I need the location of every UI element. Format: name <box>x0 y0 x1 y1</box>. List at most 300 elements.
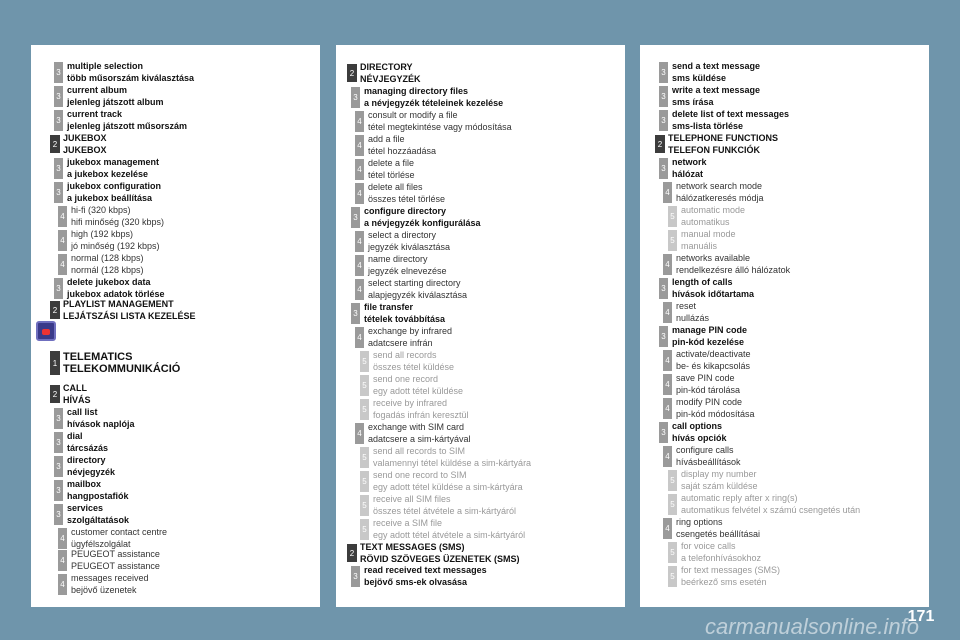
menu-entry <box>54 430 108 454</box>
menu-entry-texts <box>67 406 135 430</box>
level-badge: 4 <box>355 255 364 276</box>
level-badge: 2 <box>347 544 357 562</box>
menu-entry-english: CALL <box>63 383 87 393</box>
menu-entry <box>360 517 525 541</box>
level-badge: 4 <box>58 230 67 251</box>
level-badge: 2 <box>50 135 60 153</box>
menu-entry-english: jukebox configuration <box>67 181 162 191</box>
level-badge: 1 <box>50 351 60 375</box>
menu-entry <box>347 61 421 85</box>
menu-entry-hungarian: összes tétel törlése <box>368 194 446 204</box>
menu-entry-english: read received text messages <box>364 565 487 575</box>
menu-entry-hungarian: a telefonhívásokhoz <box>681 553 762 563</box>
level-badge: 3 <box>54 480 63 501</box>
menu-entry-texts <box>373 493 516 517</box>
menu-entry-english: hi-fi (320 kbps) <box>71 205 131 215</box>
menu-entry <box>663 444 741 468</box>
menu-entry-english: managing directory files <box>364 86 469 96</box>
menu-entry-texts <box>67 478 129 502</box>
menu-entry-texts <box>676 396 755 420</box>
menu-entry-texts <box>364 205 481 229</box>
menu-entry-english: PLAYLIST MANAGEMENT <box>63 299 174 309</box>
menu-entry-hungarian: sms írása <box>672 97 714 107</box>
menu-entry-texts <box>681 540 761 564</box>
menu-entry-hungarian: nullázás <box>676 313 710 323</box>
menu-entry-hungarian: több műsorszám kiválasztása <box>67 73 195 83</box>
level-badge: 4 <box>355 159 364 180</box>
menu-entry-hungarian: rendelkezésre álló hálózatok <box>676 265 791 275</box>
menu-entry-texts <box>676 252 790 276</box>
menu-entry-english: save PIN code <box>676 373 735 383</box>
level-badge: 4 <box>663 254 672 275</box>
menu-entry-english: reset <box>676 301 697 311</box>
menu-entry <box>355 277 467 301</box>
menu-entry-hungarian: hívások naplója <box>67 419 135 429</box>
menu-entry-english: dial <box>67 431 83 441</box>
menu-entry <box>50 351 180 375</box>
menu-entry <box>659 60 760 84</box>
menu-entry-hungarian: jegyzék elnevezése <box>368 266 447 276</box>
menu-entry-english: write a text message <box>672 85 761 95</box>
level-badge: 4 <box>58 574 67 595</box>
menu-entry-hungarian: pin-kód tárolása <box>676 385 741 395</box>
menu-entry-texts <box>67 502 129 526</box>
menu-entry-hungarian: egy adott tétel küldése a sim-kártyára <box>373 482 523 492</box>
menu-entry <box>351 205 481 229</box>
menu-entry-hungarian: hívások időtartama <box>672 289 755 299</box>
menu-entry <box>54 60 194 84</box>
level-badge: 3 <box>351 87 360 108</box>
menu-entry <box>58 228 160 252</box>
level-badge: 4 <box>355 327 364 348</box>
menu-entry <box>668 492 860 516</box>
menu-entry-english: high (192 kbps) <box>71 229 134 239</box>
menu-entry-texts <box>672 84 760 108</box>
menu-entry-texts <box>676 516 760 540</box>
menu-entry-hungarian: bejövő üzenetek <box>71 585 137 595</box>
level-badge: 3 <box>659 86 668 107</box>
menu-entry-english: messages received <box>71 573 149 583</box>
level-badge: 3 <box>659 326 668 347</box>
level-badge: 4 <box>663 374 672 395</box>
level-badge: 3 <box>54 504 63 525</box>
level-badge: 3 <box>659 110 668 131</box>
level-badge: 4 <box>355 423 364 444</box>
menu-entry-hungarian: a névjegyzék tételeinek kezelése <box>364 98 504 108</box>
menu-entry-english: networks available <box>676 253 751 263</box>
menu-entry-english: modify PIN code <box>676 397 743 407</box>
menu-entry <box>360 445 531 469</box>
menu-entry-hungarian: tárcsázás <box>67 443 109 453</box>
menu-entry-english: automatic mode <box>681 205 746 215</box>
menu-entry-texts <box>67 276 165 300</box>
menu-entry-english: exchange by infrared <box>368 326 453 336</box>
menu-entry-hungarian: alapjegyzék kiválasztása <box>368 290 468 300</box>
menu-entry-hungarian: pin-kód kezelése <box>672 337 745 347</box>
watermark: carmanualsonline.info <box>705 614 920 639</box>
menu-entry <box>50 382 91 406</box>
menu-entry <box>58 204 164 228</box>
menu-entry-hungarian: a jukebox beállítása <box>67 193 153 203</box>
menu-entry <box>54 502 129 526</box>
menu-entry-texts <box>672 60 760 84</box>
menu-entry-hungarian: RÖVID SZÖVEGES ÜZENETEK (SMS) <box>360 554 520 564</box>
menu-entry-english: select a directory <box>368 230 437 240</box>
menu-entry-hungarian: a névjegyzék konfigurálása <box>364 218 481 228</box>
menu-entry-hungarian: hálózat <box>672 169 704 179</box>
menu-entry-english: services <box>67 503 104 513</box>
menu-entry-texts <box>71 548 160 572</box>
menu-entry-hungarian: HÍVÁS <box>63 395 91 405</box>
menu-entry-texts <box>373 517 525 541</box>
menu-entry-english: display my number <box>681 469 757 479</box>
menu-entry-hungarian: hívás opciók <box>672 433 727 443</box>
menu-entry-hungarian: bejövő sms-ek olvasása <box>364 577 468 587</box>
menu-entry <box>355 181 445 205</box>
level-badge: 4 <box>355 135 364 156</box>
menu-entry-english: send one record <box>373 374 439 384</box>
menu-entry <box>659 156 707 180</box>
menu-entry <box>54 156 159 180</box>
menu-entry-hungarian: sms-lista törlése <box>672 121 744 131</box>
menu-entry-hungarian: tétel törlése <box>368 170 415 180</box>
menu-entry <box>54 406 135 430</box>
menu-entry-texts <box>67 60 194 84</box>
menu-entry <box>355 325 452 349</box>
menu-entry-english: configure calls <box>676 445 734 455</box>
menu-entry-texts <box>63 351 180 375</box>
menu-entry <box>668 204 745 228</box>
menu-entry-hungarian: TELEFON FUNKCIÓK <box>668 145 760 155</box>
menu-entry-english: call options <box>672 421 723 431</box>
menu-entry-texts <box>373 397 469 421</box>
menu-entry <box>355 133 436 157</box>
menu-entry <box>659 108 789 132</box>
menu-entry-english: activate/deactivate <box>676 349 751 359</box>
menu-entry-english: JUKEBOX <box>63 133 107 143</box>
menu-entry-hungarian: sms küldése <box>672 73 727 83</box>
level-badge: 3 <box>54 408 63 429</box>
level-badge: 4 <box>663 350 672 371</box>
level-badge: 4 <box>663 398 672 419</box>
level-badge: 3 <box>54 86 63 107</box>
menu-entry-hungarian: manuális <box>681 241 718 251</box>
menu-entry-texts <box>373 445 531 469</box>
menu-entry-hungarian: jegyzék kiválasztása <box>368 242 451 252</box>
menu-entry-texts <box>681 468 758 492</box>
level-badge: 3 <box>351 207 360 228</box>
menu-entry <box>355 421 471 445</box>
menu-entry-texts <box>676 444 741 468</box>
menu-entry-hungarian: saját szám küldése <box>681 481 758 491</box>
menu-entry <box>663 252 790 276</box>
menu-entry-texts <box>364 301 445 325</box>
menu-entry-texts <box>368 109 512 133</box>
menu-entry-english: current track <box>67 109 123 119</box>
level-badge: 4 <box>663 446 672 467</box>
level-badge: 5 <box>668 470 677 491</box>
level-badge: 5 <box>668 494 677 515</box>
level-badge: 5 <box>360 471 369 492</box>
level-badge: 3 <box>54 278 63 299</box>
menu-entry <box>663 348 751 372</box>
menu-entry-hungarian: pin-kód módosítása <box>676 409 755 419</box>
menu-entry-hungarian: PEUGEOT assistance <box>71 561 160 571</box>
menu-entry-texts <box>71 252 144 276</box>
menu-entry-texts <box>368 229 450 253</box>
menu-entry-texts <box>668 132 778 156</box>
menu-entry <box>355 157 415 181</box>
level-badge: 2 <box>50 385 60 403</box>
menu-entry-hungarian: NÉVJEGYZÉK <box>360 74 421 84</box>
menu-entry-english: length of calls <box>672 277 733 287</box>
level-badge: 3 <box>54 110 63 131</box>
menu-entry <box>668 564 780 588</box>
menu-entry <box>663 180 764 204</box>
menu-entry-hungarian: jukebox adatok törlése <box>67 289 165 299</box>
menu-entry-english: consult or modify a file <box>368 110 458 120</box>
level-badge: 4 <box>355 111 364 132</box>
menu-entry-english: manual mode <box>681 229 736 239</box>
level-badge: 5 <box>668 230 677 251</box>
menu-entry-english: automatic reply after x ring(s) <box>681 493 798 503</box>
menu-entry <box>360 469 523 493</box>
menu-entry-texts <box>676 372 740 396</box>
menu-entry <box>655 132 778 156</box>
menu-entry-hungarian: adatcsere infrán <box>368 338 433 348</box>
level-badge: 5 <box>360 495 369 516</box>
menu-entry-texts <box>67 108 187 132</box>
menu-entry-english: receive all SIM files <box>373 494 451 504</box>
menu-entry-texts <box>368 157 415 181</box>
menu-entry-texts <box>368 325 452 349</box>
menu-entry <box>50 298 196 322</box>
menu-entry-english: TELEMATICS <box>63 351 133 363</box>
menu-entry <box>58 252 144 276</box>
menu-entry-english: add a file <box>368 134 405 144</box>
level-badge: 5 <box>360 375 369 396</box>
menu-entry-english: name directory <box>368 254 428 264</box>
menu-entry-english: call list <box>67 407 98 417</box>
menu-entry-texts <box>71 526 167 550</box>
menu-entry-hungarian: JUKEBOX <box>63 145 107 155</box>
menu-entry-english: receive a SIM file <box>373 518 443 528</box>
menu-entry-texts <box>676 300 709 324</box>
menu-entry-hungarian: adatcsere a sim-kártyával <box>368 434 471 444</box>
menu-entry-hungarian: tételek továbbítása <box>364 314 446 324</box>
menu-entry <box>54 180 161 204</box>
menu-entry <box>668 540 761 564</box>
menu-entry <box>54 478 129 502</box>
menu-entry <box>54 276 165 300</box>
level-badge: 3 <box>54 158 63 179</box>
menu-entry <box>663 516 760 540</box>
menu-entry-english: delete jukebox data <box>67 277 151 287</box>
menu-entry-english: ring options <box>676 517 723 527</box>
menu-entry-english: delete all files <box>368 182 423 192</box>
menu-entry <box>355 253 447 277</box>
menu-entry-english: send one record to SIM <box>373 470 467 480</box>
level-badge: 5 <box>360 519 369 540</box>
menu-entry <box>351 564 487 588</box>
menu-entry-hungarian: egy adott tétel átvétele a sim-kártyáról <box>373 530 526 540</box>
menu-entry-hungarian: hifi minőség (320 kbps) <box>71 217 165 227</box>
menu-entry-texts <box>672 108 789 132</box>
menu-entry-hungarian: TELEKOMMUNIKÁCIÓ <box>63 363 181 375</box>
level-badge: 4 <box>58 528 67 549</box>
telematics-phone-icon <box>36 321 56 341</box>
menu-entry-texts <box>67 156 159 180</box>
menu-entry-hungarian: valamennyi tétel küldése a sim-kártyára <box>373 458 532 468</box>
menu-entry-hungarian: automatikus <box>681 217 730 227</box>
menu-entry-texts <box>676 348 751 372</box>
menu-entry-hungarian: jelenleg játszott album <box>67 97 164 107</box>
level-badge: 5 <box>360 447 369 468</box>
menu-entry-hungarian: jó minőség (192 kbps) <box>71 241 160 251</box>
level-badge: 4 <box>663 302 672 323</box>
menu-entry-english: normal (128 kbps) <box>71 253 144 263</box>
menu-entry-english: current album <box>67 85 128 95</box>
menu-entry-texts <box>368 181 445 205</box>
menu-entry-texts <box>672 156 707 180</box>
menu-entry-texts <box>368 277 467 301</box>
menu-entry-hungarian: tétel hozzáadása <box>368 146 437 156</box>
menu-entry-hungarian: egy adott tétel küldése <box>373 386 464 396</box>
level-badge: 4 <box>58 206 67 227</box>
menu-entry-english: select starting directory <box>368 278 461 288</box>
level-badge: 3 <box>659 62 668 83</box>
menu-entry-hungarian: LEJÁTSZÁSI LISTA KEZELÉSE <box>63 311 196 321</box>
menu-entry <box>663 372 740 396</box>
menu-entry-english: send all records <box>373 350 437 360</box>
menu-entry-english: TELEPHONE FUNCTIONS <box>668 133 779 143</box>
menu-entry <box>355 229 450 253</box>
menu-entry-english: customer contact centre <box>71 527 168 537</box>
menu-entry-texts <box>373 469 523 493</box>
menu-entry-texts <box>672 420 727 444</box>
menu-entry <box>58 526 167 550</box>
menu-entry <box>347 541 520 565</box>
menu-entry <box>351 85 503 109</box>
menu-entry-hungarian: hangpostafiók <box>67 491 129 501</box>
menu-entry-english: network search mode <box>676 181 763 191</box>
menu-entry <box>360 493 516 517</box>
menu-entry-texts <box>67 180 161 204</box>
menu-entry-texts <box>681 204 745 228</box>
menu-entry-english: file transfer <box>364 302 414 312</box>
level-badge: 2 <box>655 135 665 153</box>
menu-entry <box>659 84 760 108</box>
level-badge: 3 <box>54 432 63 453</box>
menu-entry-texts <box>681 228 736 252</box>
menu-entry-texts <box>676 180 764 204</box>
menu-entry-texts <box>71 204 164 228</box>
menu-entry <box>668 468 758 492</box>
menu-entry-hungarian: hálózatkeresés módja <box>676 193 764 203</box>
menu-entry-texts <box>71 228 160 252</box>
level-badge: 5 <box>360 399 369 420</box>
menu-entry-hungarian: be- és kikapcsolás <box>676 361 751 371</box>
menu-entry-english: delete a file <box>368 158 415 168</box>
menu-entry-hungarian: a jukebox kezelése <box>67 169 149 179</box>
menu-entry-english: send all records to SIM <box>373 446 466 456</box>
menu-entry-texts <box>672 276 754 300</box>
menu-entry-english: exchange with SIM card <box>368 422 465 432</box>
level-badge: 4 <box>663 182 672 203</box>
menu-entry-english: PEUGEOT assistance <box>71 549 160 559</box>
menu-entry-english: jukebox management <box>67 157 160 167</box>
level-badge: 4 <box>663 518 672 539</box>
level-badge: 3 <box>351 303 360 324</box>
menu-entry-texts <box>360 541 520 565</box>
menu-entry-texts <box>71 572 149 596</box>
level-badge: 5 <box>668 542 677 563</box>
menu-entry <box>659 324 747 348</box>
menu-entry-texts <box>63 132 107 156</box>
menu-entry <box>360 397 469 421</box>
menu-entry-texts <box>672 324 747 348</box>
menu-entry-texts <box>373 349 454 373</box>
menu-entry <box>54 108 187 132</box>
level-badge: 3 <box>54 456 63 477</box>
menu-entry-hungarian: összes tétel küldése <box>373 362 455 372</box>
menu-entry <box>360 373 463 397</box>
menu-entry <box>58 548 160 572</box>
menu-entry-english: send a text message <box>672 61 761 71</box>
level-badge: 4 <box>355 279 364 300</box>
level-badge: 4 <box>355 231 364 252</box>
menu-entry-texts <box>360 61 421 85</box>
menu-entry <box>58 572 149 596</box>
menu-entry-hungarian: automatikus felvétel x számú csengetés után <box>681 505 861 515</box>
menu-entry-texts <box>681 564 780 588</box>
menu-entry <box>50 132 107 156</box>
level-badge: 3 <box>659 158 668 179</box>
level-badge: 5 <box>360 351 369 372</box>
menu-entry-hungarian: hívásbeállítások <box>676 457 741 467</box>
menu-entry <box>54 454 115 478</box>
menu-entry-texts <box>368 133 436 157</box>
menu-entry-hungarian: fogadás infrán keresztül <box>373 410 469 420</box>
level-badge: 3 <box>659 278 668 299</box>
menu-entry-hungarian: szolgáltatások <box>67 515 130 525</box>
menu-entry <box>54 84 164 108</box>
menu-entry <box>355 109 512 133</box>
level-badge: 3 <box>659 422 668 443</box>
menu-entry <box>668 228 736 252</box>
menu-entry-texts <box>368 253 447 277</box>
menu-entry-texts <box>681 492 860 516</box>
menu-entry-english: directory <box>67 455 106 465</box>
menu-entry-texts <box>373 373 463 397</box>
level-badge: 5 <box>668 206 677 227</box>
menu-entry-english: multiple selection <box>67 61 144 71</box>
level-badge: 4 <box>58 254 67 275</box>
level-badge: 2 <box>347 64 357 82</box>
menu-entry-hungarian: jelenleg játszott műsorszám <box>67 121 188 131</box>
menu-entry-english: delete list of text messages <box>672 109 790 119</box>
menu-entry-texts <box>368 421 471 445</box>
menu-entry-hungarian: csengetés beállításai <box>676 529 761 539</box>
menu-entry <box>659 276 754 300</box>
level-badge: 4 <box>355 183 364 204</box>
menu-entry-hungarian: ügyfélszolgálat <box>71 539 131 549</box>
level-badge: 2 <box>50 301 60 319</box>
menu-entry-hungarian: névjegyzék <box>67 467 116 477</box>
menu-entry-texts <box>67 430 108 454</box>
menu-entry-texts <box>364 85 503 109</box>
menu-entry-english: for text messages (SMS) <box>681 565 781 575</box>
